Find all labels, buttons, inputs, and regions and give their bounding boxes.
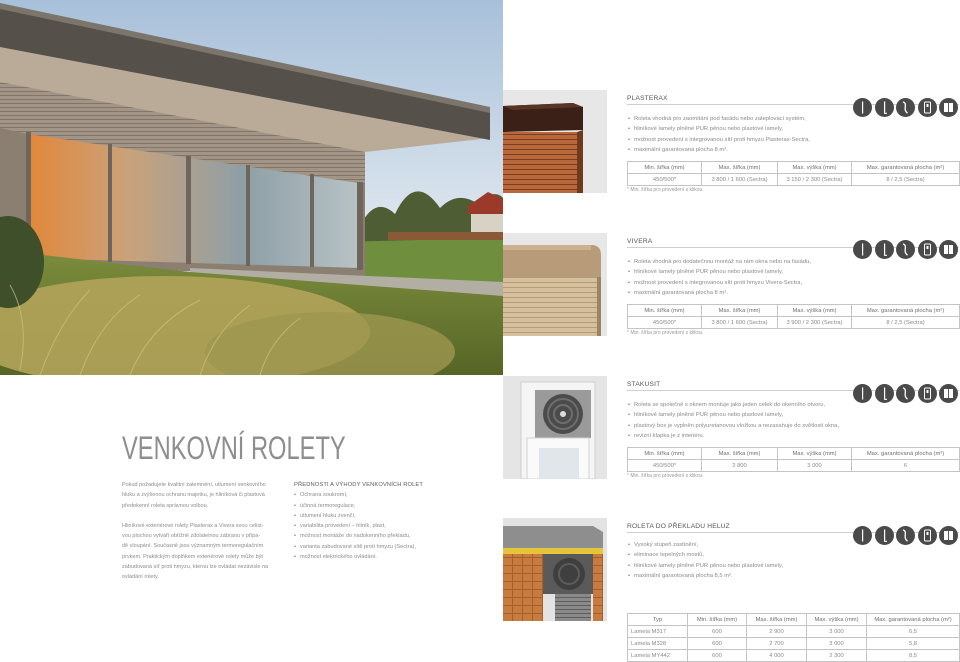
- table-cell: 6,5: [867, 626, 960, 638]
- manual-strap-icon: [853, 240, 872, 259]
- lintel-top: [503, 526, 603, 548]
- table-cell: 3 150 / 2 300 (Sectra): [778, 174, 852, 186]
- wall-switch-icon: [918, 384, 937, 403]
- table-cell: 4 000: [747, 650, 807, 662]
- shutter-lamellas: [555, 594, 591, 621]
- table-header: Max. garantovaná plocha (m²): [852, 448, 960, 460]
- insulation: [503, 548, 603, 554]
- table-header: Max. šířka (mm): [747, 614, 807, 626]
- page-title: VENKOVNÍ ROLETY: [122, 430, 346, 466]
- crank-handle-icon: [896, 240, 915, 259]
- wall-switch-icon: [918, 98, 937, 117]
- table-header: Max. výška (mm): [778, 162, 852, 174]
- product-features: [627, 400, 839, 441]
- text-line: vou plochou vytváří obtížně zdolatelnou zábranu v přípa-: [122, 533, 261, 540]
- table-row: [628, 638, 960, 650]
- list-item: • Roleta vhodná pro zaomítání pod fasádu nebo zateplovací systém,: [627, 114, 810, 124]
- list-item: • možnost montáže do nadokenního překladu,: [294, 531, 494, 541]
- motor-icon: [939, 384, 958, 403]
- table-header: Min. šířka (mm): [628, 305, 702, 317]
- crank-rod-icon: [875, 98, 894, 117]
- list-item: • možnost provedení s integrovanou sítí proti hmyzu Vivera-Sectra,: [627, 278, 811, 288]
- table-row: [628, 174, 960, 186]
- list-item: • Roleta se společně s oknem montuje jako jeden celek do okenního otvoru,: [627, 400, 839, 410]
- table-cell: 6: [852, 460, 960, 472]
- text-line: Pokud požadujete kvalitní zatemnění, utlumení venkovního: [122, 482, 266, 488]
- product-features: [627, 540, 783, 581]
- advantages-heading: PŘEDNOSTI A VÝHODY VENKOVNÍCH ROLET: [294, 482, 424, 488]
- table-header: Max. garantovaná plocha (m²): [852, 162, 960, 174]
- footnote: * Min. šířka pro provedení s klikou.: [627, 473, 704, 479]
- text-line: předokenní roleta správnou volbou.: [122, 502, 209, 509]
- table-header: Max. garantovaná plocha (m²): [852, 305, 960, 317]
- product-plasterax: [503, 90, 960, 230]
- product-features: [627, 257, 811, 298]
- table-header: Max. výška (mm): [807, 614, 867, 626]
- text-line: hluku a zvýšenou ochranu majetku, je hliníková či plastová: [122, 492, 265, 499]
- control-icons: [853, 98, 958, 117]
- table-cell: 450/500*: [628, 174, 702, 186]
- crank-handle-icon: [896, 526, 915, 545]
- table-cell: 3 000: [807, 626, 867, 638]
- text-line: zabudovaná síť proti hmyzu, kterou lze ovládat nezávisle na: [122, 564, 269, 571]
- product-heluz: [503, 518, 960, 658]
- list-item: • utlumení hluku zvenčí,: [294, 511, 494, 521]
- intro-text: [122, 480, 290, 583]
- table-header: Max. výška (mm): [778, 305, 852, 317]
- motor-icon: [939, 240, 958, 259]
- table-cell: 3 800 / 1 600 (Sectra): [702, 317, 778, 329]
- list-item: • hliníkové lamely plněné PUR pěnou nebo plastové lamely,: [627, 267, 811, 277]
- table-cell: 3 800 / 1 600 (Sectra): [702, 174, 778, 186]
- table-header-row: [628, 448, 960, 460]
- table-header: Min. šířka (mm): [688, 614, 747, 626]
- list-item: • účinná termoregulace,: [294, 501, 494, 511]
- product-image: [503, 233, 607, 336]
- product-image: [503, 518, 607, 621]
- manual-strap-icon: [853, 526, 872, 545]
- table-header: Max. šířka (mm): [702, 162, 778, 174]
- list-item: • revizní klapka je z interiéru.: [627, 431, 839, 441]
- text-line: prvkem. Praktickým doplňkem exteriérové rolety může být: [122, 553, 263, 560]
- list-item: • Ochrana soukromí,: [294, 490, 494, 500]
- control-icons: [853, 240, 958, 259]
- product-title: ROLETA DO PŘEKLADU HELUZ: [627, 523, 730, 530]
- crank-rod-icon: [875, 240, 894, 259]
- spec-table: [627, 447, 960, 472]
- table-cell: 8 / 2,5 (Sectra): [852, 317, 960, 329]
- table-cell: 8 / 2,5 (Sectra): [852, 174, 960, 186]
- table-header-row: [628, 305, 960, 317]
- hero-photo: [0, 0, 503, 375]
- table-header: Min. šířka (mm): [628, 162, 702, 174]
- table-cell: 2 300: [807, 650, 867, 662]
- wall-switch-icon: [918, 526, 937, 545]
- product-features: [627, 114, 810, 155]
- list-item: • Vysoký stupeň zastínění,: [627, 540, 783, 550]
- wall-switch-icon: [918, 240, 937, 259]
- text-line: Hliníkové exteriérové rolety Plasterax a Vivera svou celist-: [122, 522, 264, 529]
- list-item: • maximální garantovaná plocha 8 m².: [627, 145, 810, 155]
- footnote: * Min. šířka pro provedení s klikou.: [627, 187, 704, 193]
- footnote: * Min. šířka pro provedení s klikou.: [627, 330, 704, 336]
- text-line: ovládání rolety.: [122, 574, 159, 581]
- table-row: [628, 460, 960, 472]
- table-cell: Lamela M317: [628, 626, 688, 638]
- table-cell: 600: [688, 638, 747, 650]
- list-item: • hliníkové lamely plněné PUR pěnou nebo plastové lamely,: [627, 561, 783, 571]
- table-cell: 3 000: [778, 460, 852, 472]
- table-row: [628, 626, 960, 638]
- table-cell: 2 900: [747, 626, 807, 638]
- list-item: • Roleta vhodná pro dodatečnou montáž na rám okna nebo na fasádu,: [627, 257, 811, 267]
- shutter-roll: [553, 558, 585, 590]
- shutter-lamellas: [503, 132, 577, 193]
- table-cell: 2 700: [747, 638, 807, 650]
- table-cell: 2 800: [702, 460, 778, 472]
- intro-paragraph: [122, 480, 290, 511]
- table-header: Max. šířka (mm): [702, 305, 778, 317]
- spec-table: [627, 161, 960, 186]
- product-title: VIVERA: [627, 238, 653, 245]
- list-item: • maximální garantovaná plocha 8 m².: [627, 288, 811, 298]
- list-item: • možnost elektrického ovládání.: [294, 552, 494, 562]
- list-item: • plastový box je vyplněn polyuretanovou vložkou a nezasahuje do světlosti okna,: [627, 421, 839, 431]
- manual-strap-icon: [853, 98, 872, 117]
- intro-paragraph: [122, 521, 290, 583]
- product-title: PLASTERAX: [627, 95, 668, 102]
- list-item: • možnost provedení s integrovanou sítí proti hmyzu Plasterax-Sectra,: [627, 135, 810, 145]
- product-stakusit: [503, 376, 960, 516]
- brick-lintel: [503, 554, 543, 621]
- table-cell: Lamela MY442: [628, 650, 688, 662]
- spec-table: [627, 613, 960, 662]
- table-row: [628, 317, 960, 329]
- motor-icon: [939, 98, 958, 117]
- text-line: dě vloupání. Současně jsou významným termoregulačním: [122, 543, 264, 550]
- crank-rod-icon: [875, 384, 894, 403]
- product-vivera: [503, 233, 960, 373]
- table-cell: 450/500*: [628, 460, 702, 472]
- spec-table: [627, 304, 960, 329]
- table-header: Max. šířka (mm): [702, 448, 778, 460]
- crank-rod-icon: [875, 526, 894, 545]
- list-item: • hliníkové lamely plněné PUR pěnou nebo plastové lamely,: [627, 124, 810, 134]
- shutter-lamellas: [503, 277, 597, 336]
- table-cell: 8,5: [867, 650, 960, 662]
- crank-handle-icon: [896, 384, 915, 403]
- table-header-row: [628, 162, 960, 174]
- product-image: [503, 376, 607, 479]
- table-header: Min. šířka (mm): [628, 448, 702, 460]
- table-cell: 600: [688, 650, 747, 662]
- table-cell: 3 000: [807, 638, 867, 650]
- manual-strap-icon: [853, 384, 872, 403]
- table-header: Max. výška (mm): [778, 448, 852, 460]
- list-item: • hliníkové lamely plněné PUR pěnou nebo plastové lamely,: [627, 410, 839, 420]
- control-icons: [853, 384, 958, 403]
- table-header: Typ: [628, 614, 688, 626]
- product-title: STAKUSIT: [627, 381, 661, 388]
- product-image: [503, 90, 607, 193]
- list-item: • eliminace tepelných mostů,: [627, 550, 783, 560]
- table-header-row: [628, 614, 960, 626]
- table-cell: 600: [688, 626, 747, 638]
- table-cell: 5,8: [867, 638, 960, 650]
- advantages-list: [294, 480, 494, 562]
- list-item: • maximální garantovaná plocha 8,5 m².: [627, 571, 783, 581]
- table-header: Max. garantovaná plocha (m²): [867, 614, 960, 626]
- table-cell: 3 900 / 2 300 (Sectra): [778, 317, 852, 329]
- crank-handle-icon: [896, 98, 915, 117]
- table-row: [628, 650, 960, 662]
- control-icons: [853, 526, 958, 545]
- table-cell: 450/500*: [628, 317, 702, 329]
- list-item: • variabilita provedení – hliník, plast,: [294, 521, 494, 531]
- list-item: • varianta zabudované sítě proti hmyzu (Sectra),: [294, 542, 494, 552]
- motor-icon: [939, 526, 958, 545]
- table-cell: Lamela M328: [628, 638, 688, 650]
